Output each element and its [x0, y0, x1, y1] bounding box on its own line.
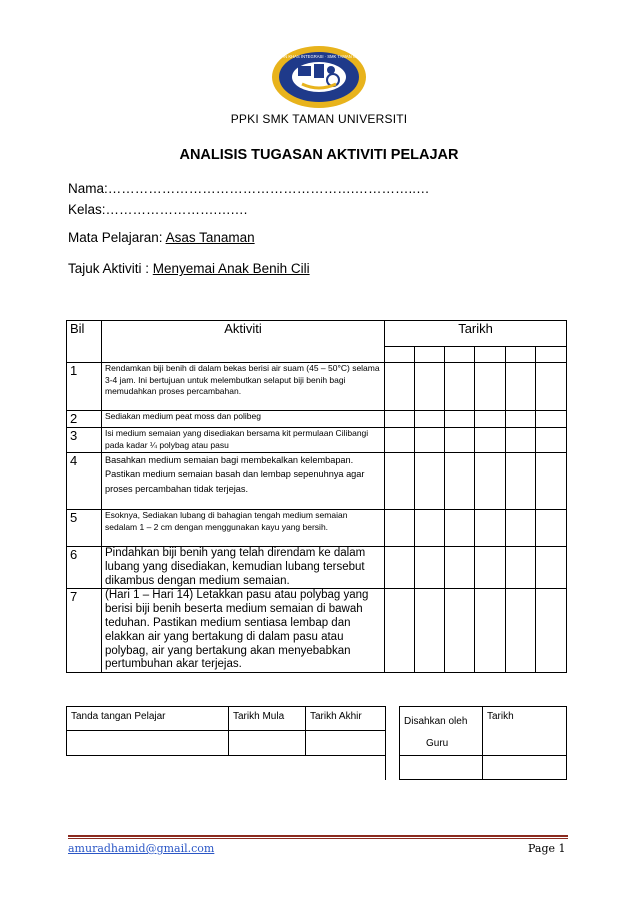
row-aktiviti: Pindahkan biji benih yang telah direndam ke dalam lubang yang disediakan, kemudian lubang tersebut dikambus dengan medium semaian.: [102, 547, 385, 589]
row-bil: 3: [67, 428, 102, 453]
tarikh-cell[interactable]: [475, 547, 506, 589]
tajuk-aktiviti-value: Menyemai Anak Benih Cili: [152, 261, 310, 276]
tarikh-cell[interactable]: [475, 428, 506, 453]
school-name: PPKI SMK TAMAN UNIVERSITI: [230, 112, 408, 126]
row-aktiviti: Isi medium semaian yang disediakan bersama kit permulaan Cilibangi pada kadar ¼ polybag atau pasu: [102, 428, 385, 453]
tarikh-mula-label: Tarikh Mula: [229, 707, 306, 731]
signature-header-row: [67, 707, 567, 731]
row-bil: 6: [67, 547, 102, 589]
tarikh-cell[interactable]: [415, 411, 445, 428]
table-row: [67, 589, 567, 673]
tarikh-label: Tarikh: [483, 707, 567, 756]
tarikh-cell[interactable]: [415, 547, 445, 589]
row-bil: 2: [67, 411, 102, 428]
header-bil: Bil: [67, 321, 102, 363]
tarikh-cell[interactable]: [385, 453, 415, 510]
row-bil: 5: [67, 510, 102, 547]
tarikh-cell[interactable]: [415, 453, 445, 510]
table-row: [67, 411, 567, 428]
row-aktiviti: Basahkan medium semaian bagi membekalkan kelembapan. Pastikan medium semaian basah dan lembap sepenuhnya agar proses percambahan tidak terjejas.: [102, 453, 385, 510]
table-row: [67, 428, 567, 453]
tarikh-cell[interactable]: [415, 510, 445, 547]
tarikh-cell[interactable]: [445, 453, 475, 510]
tarikh-cell[interactable]: [385, 428, 415, 453]
row-bil: 1: [67, 363, 102, 411]
header-tarikh: Tarikh: [385, 321, 567, 347]
row-aktiviti: (Hari 1 – Hari 14) Letakkan pasu atau polybag yang berisi biji benih beserta medium semaian di bawah teduhan. Pastikan medium sentiasa lembap dan elakkan air yang bertakung di dalam pasu atau polybag, air yang bertakung akan menyebabkan pertumbuhan akar terjejas.: [102, 589, 385, 673]
approval-date-field[interactable]: [483, 756, 567, 780]
tarikh-cell[interactable]: [445, 347, 475, 363]
page-number: Page 1: [528, 842, 566, 855]
row-aktiviti: Rendamkan biji benih di dalam bekas berisi air suam (45 – 50°C) selama 3-4 jam. Ini bertujuan untuk melembutkan selaput biji benih bagi memudahkan proses percambahan.: [102, 363, 385, 411]
tarikh-cell[interactable]: [445, 428, 475, 453]
tarikh-cell[interactable]: [385, 510, 415, 547]
guru-signature-field[interactable]: [400, 756, 483, 780]
logo-text: PENDIDIKAN KHAS INTEGRASI · SMK TAMAN UNIVERSITI: [261, 54, 377, 59]
disahkan-label: [400, 707, 483, 756]
tarikh-cell[interactable]: [475, 589, 506, 673]
table-header-row: [67, 321, 567, 347]
tarikh-cell[interactable]: [385, 363, 415, 411]
tarikh-cell[interactable]: [475, 347, 506, 363]
tajuk-aktiviti-line: [68, 261, 310, 276]
tanda-tangan-label: Tanda tangan Pelajar: [67, 707, 229, 731]
tarikh-cell[interactable]: [506, 411, 536, 428]
tarikh-cell[interactable]: [536, 589, 567, 673]
tarikh-cell[interactable]: [506, 347, 536, 363]
nama-label: Nama:: [68, 181, 108, 196]
guru-text: Guru: [426, 738, 449, 749]
nama-field[interactable]: ……………………………………………….…………..…: [107, 181, 430, 196]
mata-pelajaran-value: Asas Tanaman: [165, 230, 255, 245]
tarikh-cell[interactable]: [536, 453, 567, 510]
tarikh-akhir-field[interactable]: [306, 731, 386, 756]
tarikh-cell[interactable]: [445, 589, 475, 673]
tarikh-cell[interactable]: [415, 428, 445, 453]
empty-cell: [229, 756, 306, 780]
row-bil: 7: [67, 589, 102, 673]
tarikh-cell[interactable]: [385, 547, 415, 589]
row-aktiviti: Sediakan medium peat moss dan polibeg: [102, 411, 385, 428]
tarikh-cell[interactable]: [415, 589, 445, 673]
tarikh-cell[interactable]: [475, 363, 506, 411]
tarikh-cell[interactable]: [506, 363, 536, 411]
kelas-field[interactable]: …………………….….…: [105, 202, 249, 217]
kelas-line: [68, 202, 248, 217]
school-logo: [261, 44, 377, 110]
tarikh-cell[interactable]: [506, 547, 536, 589]
activity-table: [66, 320, 567, 673]
disahkan-oleh-text: Disahkan oleh: [404, 716, 468, 727]
tarikh-cell[interactable]: [506, 428, 536, 453]
tajuk-aktiviti-label: Tajuk Aktiviti :: [68, 261, 153, 276]
header-aktiviti: Aktiviti: [102, 321, 385, 363]
tarikh-cell[interactable]: [445, 547, 475, 589]
tarikh-cell[interactable]: [536, 547, 567, 589]
signature-approval-row: [67, 756, 567, 780]
tarikh-cell[interactable]: [415, 347, 445, 363]
row-aktiviti: Esoknya, Sediakan lubang di bahagian tengah medium semaian sedalam 1 – 2 cm dengan menggunakan kayu yang bersih.: [102, 510, 385, 547]
tarikh-cell[interactable]: [506, 589, 536, 673]
row-bil: 4: [67, 453, 102, 510]
table-row: [67, 547, 567, 589]
tarikh-cell[interactable]: [415, 363, 445, 411]
empty-cell: [306, 756, 386, 780]
footer-email-link[interactable]: amuradhamid@gmail.com: [68, 842, 215, 855]
tarikh-cell[interactable]: [536, 363, 567, 411]
footer-rule-thin: [68, 838, 568, 839]
tarikh-cell[interactable]: [475, 453, 506, 510]
nama-line: [68, 181, 430, 196]
empty-cell: [67, 756, 229, 780]
tarikh-cell[interactable]: [536, 411, 567, 428]
tarikh-cell[interactable]: [536, 510, 567, 547]
tarikh-cell[interactable]: [385, 411, 415, 428]
footer-rule: [68, 835, 568, 837]
tarikh-cell[interactable]: [506, 453, 536, 510]
signature-table: [66, 706, 567, 780]
table-row: [67, 510, 567, 547]
tarikh-cell[interactable]: [385, 347, 415, 363]
table-row: [67, 453, 567, 510]
tarikh-cell[interactable]: [385, 589, 415, 673]
tarikh-cell[interactable]: [445, 510, 475, 547]
tarikh-cell[interactable]: [445, 411, 475, 428]
mata-pelajaran-line: [68, 230, 255, 245]
tarikh-cell[interactable]: [445, 363, 475, 411]
tanda-tangan-field[interactable]: [67, 731, 229, 756]
tarikh-akhir-label: Tarikh Akhir: [306, 707, 386, 731]
tarikh-cell[interactable]: [475, 510, 506, 547]
table-row: [67, 363, 567, 411]
tarikh-cell[interactable]: [536, 428, 567, 453]
kelas-label: Kelas:: [68, 202, 106, 217]
mata-pelajaran-label: Mata Pelajaran:: [68, 230, 166, 245]
tarikh-cell[interactable]: [506, 510, 536, 547]
signature-gap: [386, 707, 400, 780]
tarikh-cell[interactable]: [536, 347, 567, 363]
tarikh-mula-field[interactable]: [229, 731, 306, 756]
tarikh-cell[interactable]: [475, 411, 506, 428]
page-title: ANALISIS TUGASAN AKTIVITI PELAJAR: [179, 147, 459, 163]
